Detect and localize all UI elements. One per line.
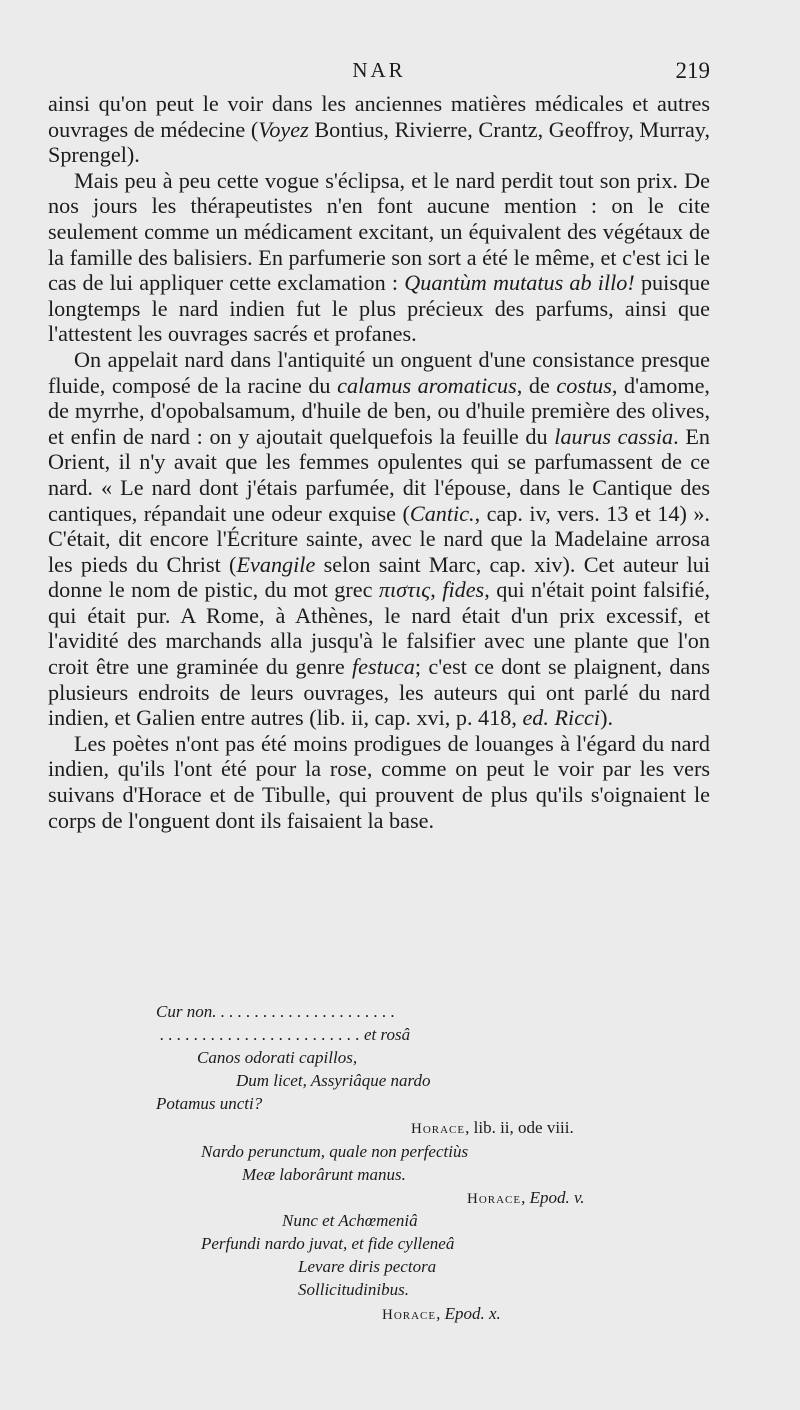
attribution-author: Horace [411,1121,466,1137]
text-run: puisque longtemps le nard indien fut le plus précieux des parfums, ainsi que l'attestent les ouvrages sacrés et profanes. [48,270,710,347]
verse-line: Perfundi nardo juvat, et fide cylleneâ [201,1234,455,1253]
text-run: ainsi qu'on peut le voir dans les anciennes matières médicales et autres ouvrages de médecine ( [48,91,710,142]
attribution-reference: , Epod. v. [521,1188,585,1207]
text-run: Mais peu à peu cette vogue s'éclipsa, et le nard perdit tout son prix. De nos jours les thérapeutistes n'en font aucune mention : on le cite seulement comme un médicament excitant, un équivalent des végétaux de la famille des balisiers. En parfumerie son sort a été le même, et c'est ici le cas de lui appliquer cette exclamation : [48,167,710,296]
italic-phrase: Quantùm mutatus ab illo! [404,270,635,296]
text-run: . En Orient, il n'y avait que les femmes opulentes qui se parfumassent de ce nard. « Le nard dont j'étais parfumée, dit l'épouse, dans le Cantique des cantiques, répandait une odeur exquise ( [48,423,711,526]
verse-attribution [411,1116,574,1141]
verse-line: Nardo perunctum, quale non perfectiùs [201,1142,469,1161]
verse-line: Nunc et Achœmeniâ [282,1211,418,1230]
body-text [48,91,710,833]
text-run: selon saint Marc, cap. xiv). Cet auteur lui donne le nom de pistic, du mot grec [48,551,710,603]
verse-attribution [382,1302,501,1327]
attribution-reference: , Epod. x. [436,1304,501,1323]
attribution-author: Horace [382,1307,437,1323]
paragraph [48,731,710,833]
text-run: Bontius, Rivierre, Crantz, Geoffroy, Murray, Sprengel). [48,116,710,168]
attribution-reference: , lib. ii, ode viii. [465,1118,574,1137]
italic-phrase: πιστις [378,577,431,603]
text-run: On appelait nard dans l'antiquité un onguent d'une consistance presque fluide, composé de la racine du [48,346,710,398]
italic-phrase: Voyez [258,116,309,142]
verse-attribution [467,1186,585,1211]
italic-phrase: festuca [352,654,415,680]
text-run: ). [600,705,613,731]
paragraph [48,168,710,347]
paragraph [48,91,710,168]
page-number: 219 [675,58,710,83]
running-head: NAR [352,58,406,82]
text-run: , qui n'était point falsifié, qui était pur. A Rome, à Athènes, le nard était d'un prix excessif, et l'avidité des marchands alla jusqu'à le falsifier avec une plante que l'on croit être une graminée du genre [48,577,711,680]
verse-line: Levare diris pectora [298,1257,437,1276]
paragraph [48,347,710,731]
text-run: ; c'est ce dont se plaignent, dans plusieurs endroits de leurs ouvrages, les auteurs qui ont parlé du nard indien, et Galien entre autres (lib. ii, cap. xvi, p. 418, [48,654,710,731]
italic-phrase: fides [442,577,485,603]
verse-line: Sollicitudinibus. [298,1280,409,1299]
text-run: Les poètes n'ont pas été moins prodigues de louanges à l'égard du nard indien, qu'ils l'ont été pour la rose, comme on peut le voir par les vers suivans d'Horace et de Tibulle, qui prouvent de plus qu'ils s'oignaient le corps de l'onguent dont ils faisaient la base. [48,730,710,833]
verse-line: Canos odorati capillos, [197,1048,358,1067]
italic-phrase: calamus aromaticus [337,372,517,398]
page-header [48,58,710,88]
text-run: , d'amome, de myrrhe, d'opobalsamum, d'huile de ben, ou d'huile première des olives, et enfin de nard : on y ajoutait quelquefois la feuille du [48,372,710,449]
text-run: , cap. iv, vers. 13 et 14) ». C'était, dit encore l'Écriture sainte, avec le nard que la Madelaine arrosa les pieds du Christ ( [48,500,710,577]
verse-line: . . . . . . . . . . . . . . . . . . . . . . . . et rosâ [160,1025,411,1044]
italic-phrase: ed. Ricci [522,705,601,731]
italic-phrase: Cantic. [409,500,475,526]
italic-phrase: costus [556,372,612,398]
verse-line: Cur non. . . . . . . . . . . . . . . . . . . . . . [156,1002,395,1021]
italic-phrase: laurus cassia [554,423,674,449]
italic-phrase: Evangile [236,551,316,577]
attribution-author: Horace [467,1191,522,1207]
verse-line: Potamus uncti? [156,1094,263,1113]
verse-line: Dum licet, Assyriâque nardo [236,1071,431,1090]
verse-line: Meæ laborârunt manus. [242,1165,406,1184]
text-run: , [430,577,443,603]
text-run: , de [516,372,557,398]
